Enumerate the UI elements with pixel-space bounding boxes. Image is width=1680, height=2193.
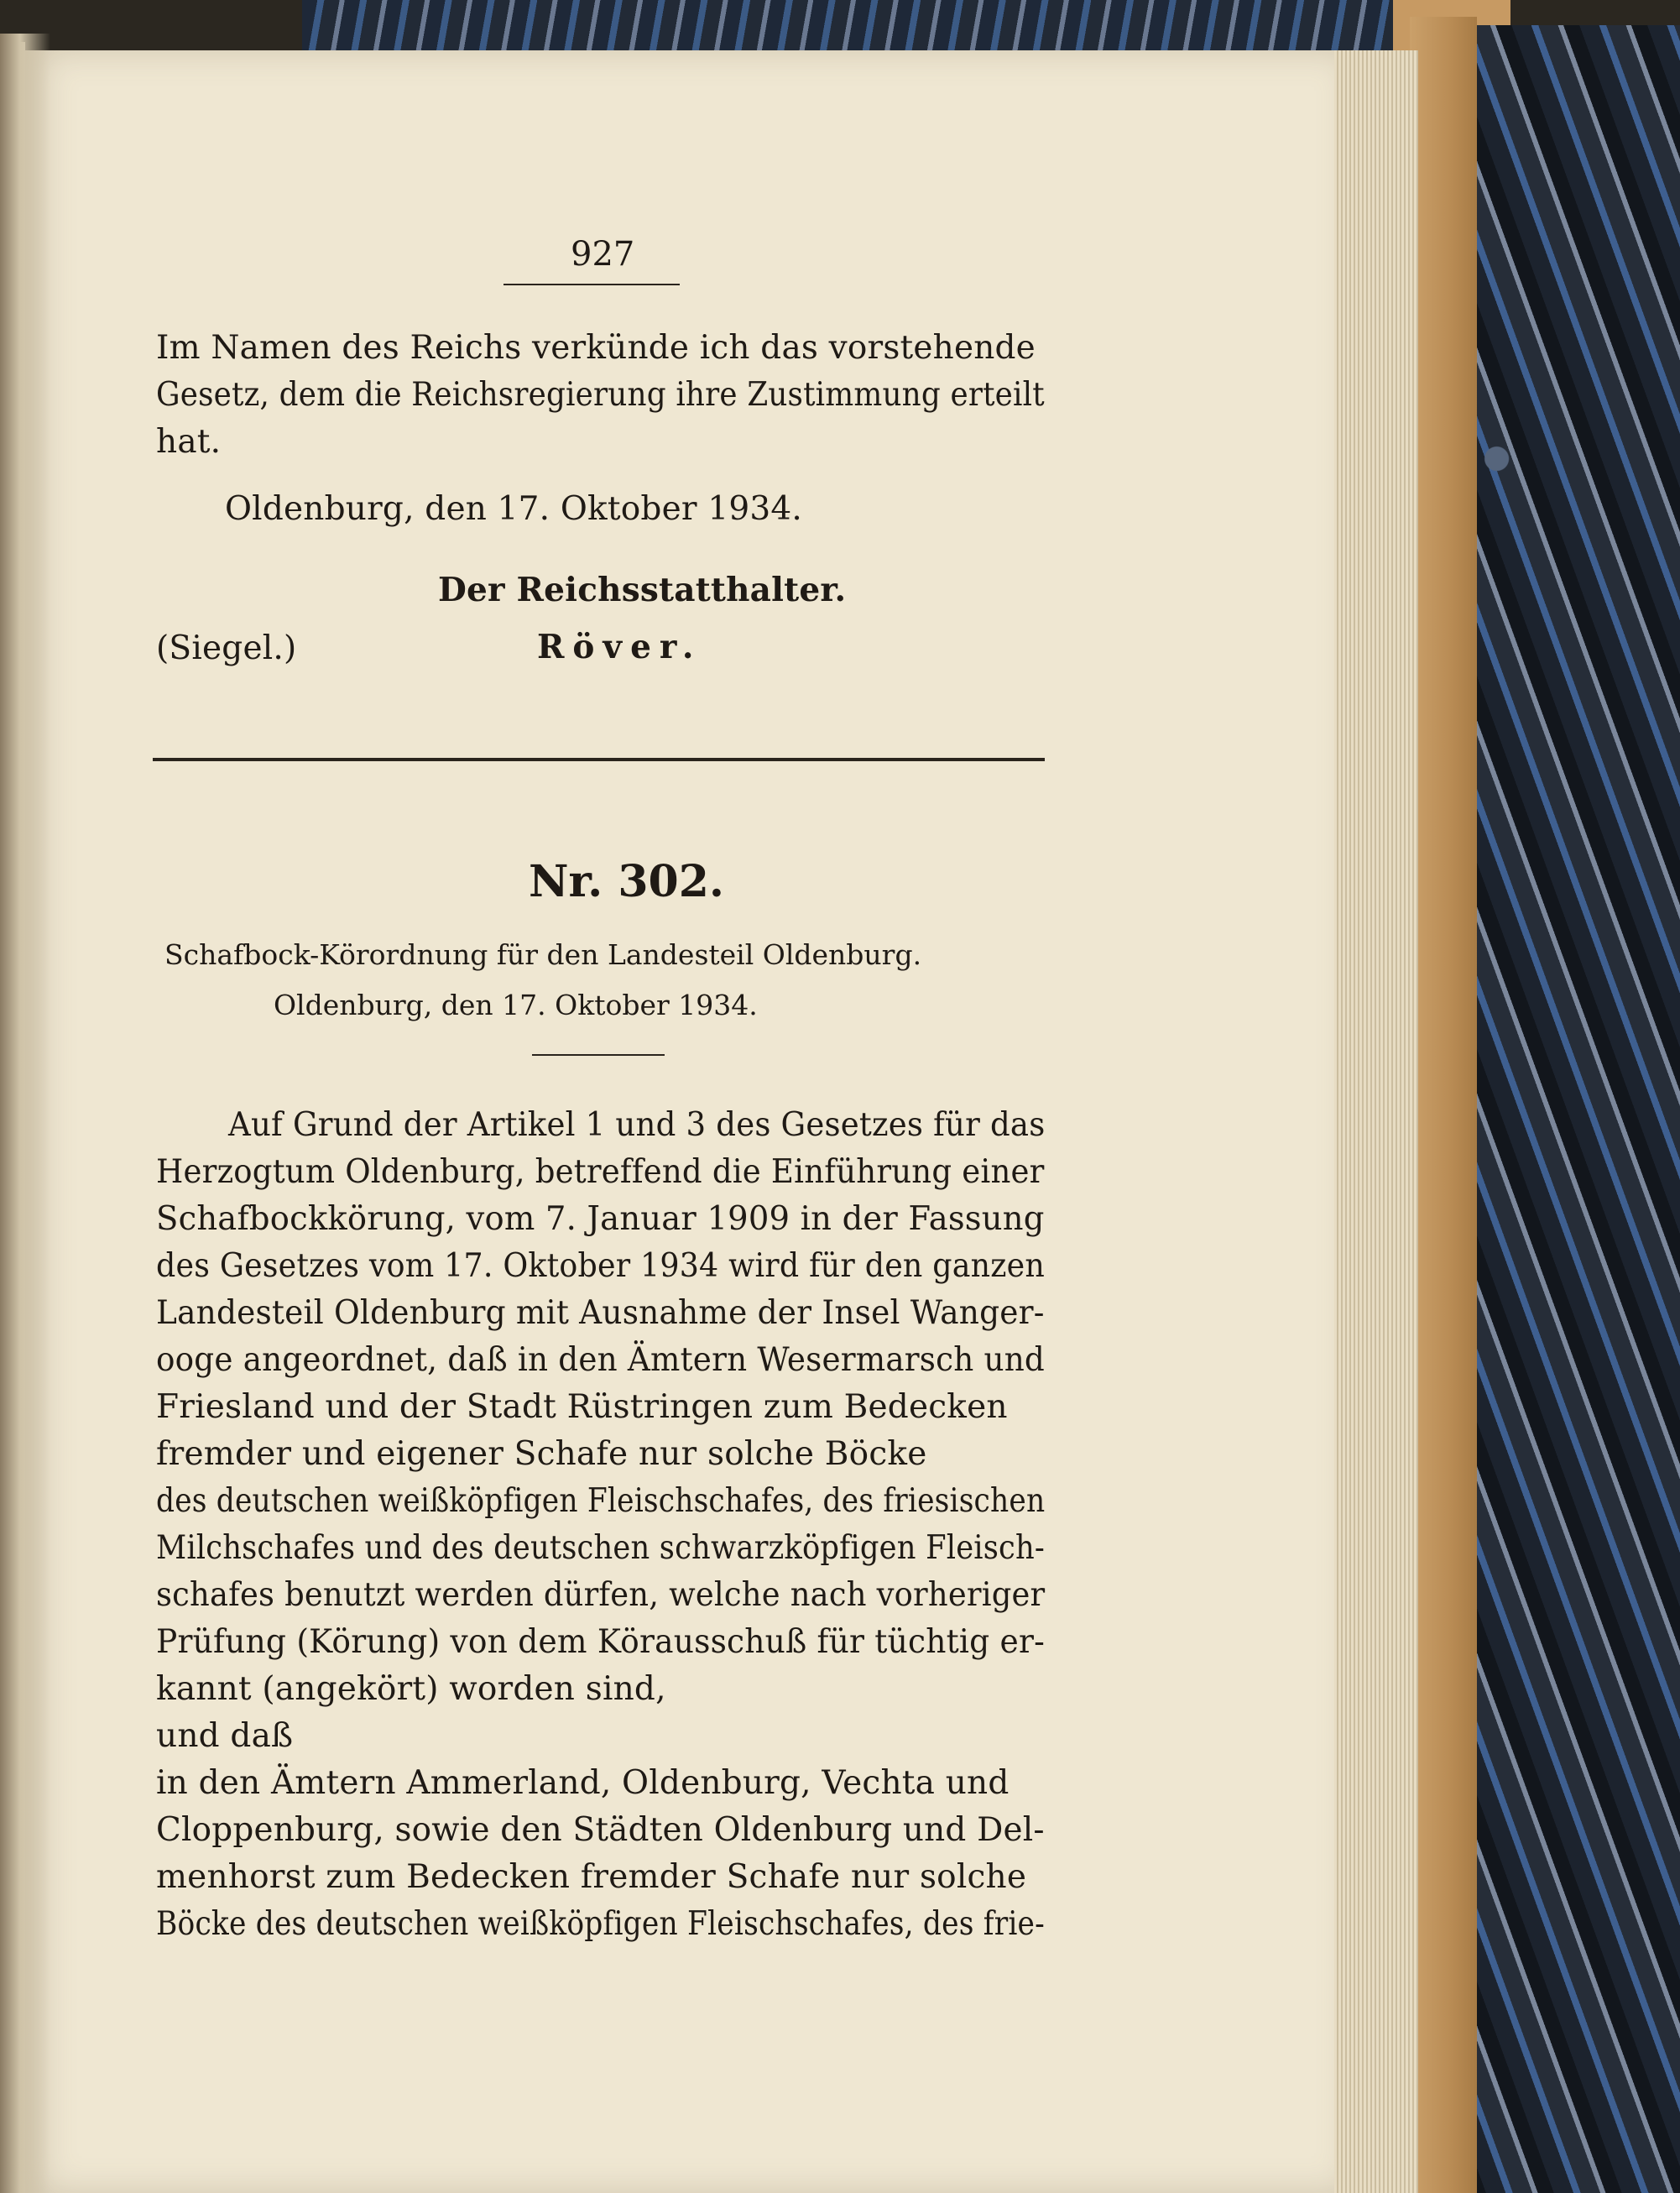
body-line-5: Landesteil Oldenburg mit Ausnahme der Insel Wanger- bbox=[156, 1294, 1045, 1332]
body-line-2: Herzogtum Oldenburg, betreffend die Einführung einer bbox=[156, 1153, 1045, 1191]
ordinance-number: Nr. 302. bbox=[529, 856, 725, 907]
page-number: 927 bbox=[571, 235, 635, 274]
ordinance-date: Oldenburg, den 17. Oktober 1934. bbox=[274, 989, 758, 1021]
page-block-edges bbox=[1334, 50, 1418, 2193]
body-line-8: fremder und eigener Schafe nur solche Böcke bbox=[156, 1435, 927, 1473]
signer-title: Der Reichsstatthalter. bbox=[438, 571, 847, 609]
page-number-rule bbox=[503, 284, 680, 285]
body-line-12: Prüfung (Körung) von dem Körausschuß für tüchtig er- bbox=[156, 1623, 1046, 1661]
body-line-11: schafes benutzt werden dürfen, welche nach vorheriger bbox=[156, 1576, 1046, 1614]
heading-rule bbox=[532, 1054, 665, 1056]
body-line-16: Cloppenburg, sowie den Städten Oldenburg und Del- bbox=[156, 1811, 1045, 1849]
proclamation-place-date: Oldenburg, den 17. Oktober 1934. bbox=[225, 490, 802, 528]
body-line-6: ooge angeordnet, daß in den Ämtern Wesermarsch und bbox=[156, 1341, 1046, 1379]
body-line-14: und daß bbox=[156, 1717, 294, 1755]
signer-name: Röver. bbox=[537, 628, 702, 666]
cover-board-edge bbox=[1410, 17, 1477, 2193]
body-line-7: Friesland und der Stadt Rüstringen zum Bedecken bbox=[156, 1388, 1008, 1426]
body-line-9: des deutschen weißköpfigen Fleischschafes, des friesischen bbox=[156, 1482, 1046, 1520]
body-line-3: Schafbockkörung, vom 7. Januar 1909 in der Fassung bbox=[156, 1200, 1045, 1238]
proclamation-line-1: Im Namen des Reichs verkünde ich das vorstehende bbox=[156, 329, 1036, 367]
body-line-17: menhorst zum Bedecken fremder Schafe nur solche bbox=[156, 1858, 1027, 1896]
body-line-13: kannt (angekört) worden sind, bbox=[156, 1670, 666, 1708]
body-line-4: des Gesetzes vom 17. Oktober 1934 wird für den ganzen bbox=[156, 1247, 1045, 1285]
body-line-1: Auf Grund der Artikel 1 und 3 des Gesetzes für das bbox=[228, 1106, 1046, 1144]
ordinance-title: Schafbock-Körordnung für den Landesteil Oldenburg. bbox=[164, 938, 922, 971]
binding-gutter bbox=[0, 34, 50, 2193]
body-line-18: Böcke des deutschen weißköpfigen Fleischschafes, des frie- bbox=[156, 1905, 1045, 1943]
proclamation-line-2: Gesetz, dem die Reichsregierung ihre Zustimmung erteilt bbox=[156, 376, 1045, 414]
seal-mark: (Siegel.) bbox=[156, 629, 297, 667]
section-divider bbox=[153, 758, 1045, 761]
body-line-15: in den Ämtern Ammerland, Oldenburg, Vechta und bbox=[156, 1764, 1010, 1802]
proclamation-line-3: hat. bbox=[156, 423, 222, 461]
body-line-10: Milchschafes und des deutschen schwarzköpfigen Fleisch- bbox=[156, 1529, 1046, 1567]
